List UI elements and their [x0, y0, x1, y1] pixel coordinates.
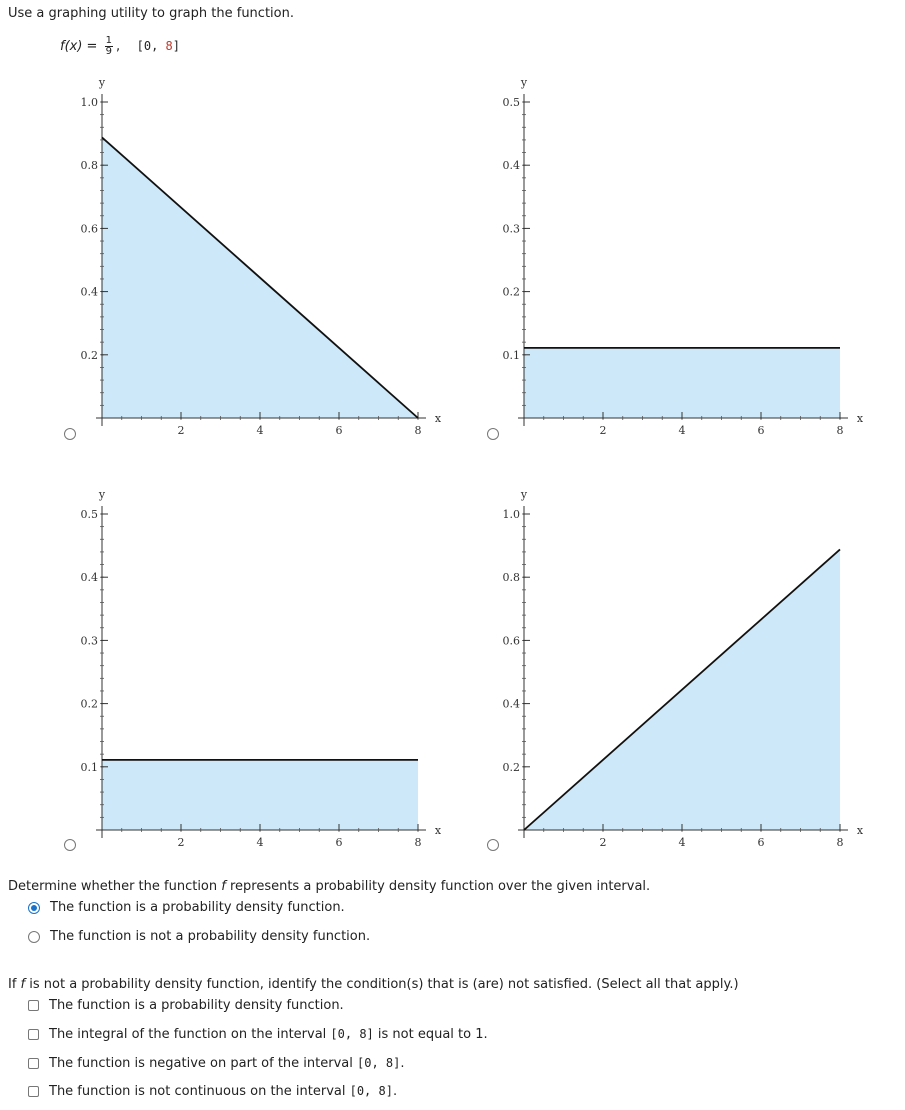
x-tick-label: 8	[414, 836, 422, 849]
condition-4-checkbox[interactable]	[28, 1086, 39, 1097]
x-tick-label: 4	[678, 424, 686, 437]
condition-3-checkbox[interactable]	[28, 1058, 39, 1069]
graph-4	[482, 484, 882, 858]
y-tick-label: 0.2	[80, 348, 98, 362]
graph-3	[60, 484, 460, 858]
graph-1-svg	[60, 72, 460, 442]
x-axis-label: x	[434, 412, 442, 425]
function-lhs: f(x) =	[60, 39, 98, 54]
y-tick-label: 0.6	[80, 222, 98, 236]
pdf-yes-label[interactable]: The function is a probability density function.	[50, 900, 345, 915]
function-fraction	[105, 36, 113, 57]
pdf-no-radio[interactable]	[28, 931, 40, 943]
x-axis-label: x	[856, 824, 864, 837]
graph-2-area	[524, 348, 840, 418]
instructions: Use a graphing utility to graph the function.	[8, 6, 294, 21]
x-tick-label: 6	[335, 836, 343, 849]
y-axis-label: y	[520, 488, 528, 501]
x-tick-label: 2	[177, 836, 185, 849]
y-axis-label: y	[98, 76, 106, 89]
x-tick-label: 4	[256, 424, 264, 437]
y-tick-label: 0.4	[80, 571, 98, 585]
graph-2	[482, 72, 882, 446]
graph-option-2-radio[interactable]	[487, 428, 499, 440]
condition-1-label[interactable]: The function is a probability density function.	[49, 998, 344, 1013]
y-tick-label: 0.2	[80, 697, 98, 711]
function-definition	[60, 36, 180, 57]
x-tick-label: 6	[757, 836, 765, 849]
x-tick-label: 6	[335, 424, 343, 437]
y-tick-label: 1.0	[80, 96, 98, 109]
y-tick-label: 0.6	[502, 634, 520, 648]
function-interval: [0, 8]	[136, 39, 181, 53]
y-tick-label: 0.8	[502, 571, 520, 585]
function-comma: ,	[115, 39, 121, 54]
interval-red-value: 8	[165, 39, 173, 53]
y-tick-label: 0.1	[502, 348, 520, 362]
y-axis-label: y	[98, 488, 106, 501]
condition-1-checkbox[interactable]	[28, 1000, 39, 1011]
x-axis-label: x	[856, 412, 864, 425]
y-tick-label: 0.5	[80, 508, 98, 521]
x-tick-label: 2	[599, 424, 607, 437]
graph-4-svg	[482, 484, 882, 854]
y-tick-label: 0.5	[502, 96, 520, 109]
condition-2-label[interactable]: The integral of the function on the interval [0, 8] is not equal to 1.	[49, 1027, 488, 1042]
x-tick-label: 6	[757, 424, 765, 437]
y-tick-label: 0.3	[80, 634, 98, 648]
y-tick-label: 0.1	[80, 760, 98, 774]
question1-prompt: Determine whether the function f represents a probability density function over the given interval.	[8, 879, 651, 894]
x-axis-label: x	[434, 824, 442, 837]
question2-prompt: If f is not a probability density function, identify the condition(s) that is (are) not satisfied. (Select all that apply.)	[8, 977, 739, 992]
x-tick-label: 8	[414, 424, 422, 437]
y-axis-label: y	[520, 76, 528, 89]
y-tick-label: 0.4	[502, 159, 520, 173]
graph-3-svg	[60, 484, 460, 854]
y-tick-label: 0.4	[502, 697, 520, 711]
fraction-denominator: 9	[105, 46, 112, 57]
condition-4-label[interactable]: The function is not continuous on the interval [0, 8].	[49, 1084, 398, 1099]
graph-3-area	[102, 760, 418, 830]
graph-option-4-radio[interactable]	[487, 839, 499, 851]
y-tick-label: 0.4	[80, 285, 98, 299]
graph-option-1-radio[interactable]	[64, 428, 76, 440]
y-tick-label: 0.2	[502, 760, 520, 774]
fraction-numerator: 1	[105, 35, 112, 46]
condition-3-label[interactable]: The function is negative on part of the interval [0, 8].	[49, 1056, 405, 1071]
x-tick-label: 4	[678, 836, 686, 849]
graph-1	[60, 72, 460, 446]
y-tick-label: 0.2	[502, 285, 520, 299]
x-tick-label: 8	[836, 836, 844, 849]
graph-2-svg	[482, 72, 882, 442]
condition-2-checkbox[interactable]	[28, 1029, 39, 1040]
x-tick-label: 8	[836, 424, 844, 437]
x-tick-label: 2	[177, 424, 185, 437]
x-tick-label: 4	[256, 836, 264, 849]
pdf-yes-radio[interactable]	[28, 902, 40, 914]
graph-option-3-radio[interactable]	[64, 839, 76, 851]
y-tick-label: 0.3	[502, 222, 520, 236]
x-tick-label: 2	[599, 836, 607, 849]
pdf-no-label[interactable]: The function is not a probability density function.	[50, 929, 371, 944]
y-tick-label: 0.8	[80, 159, 98, 173]
y-tick-label: 1.0	[502, 508, 520, 521]
